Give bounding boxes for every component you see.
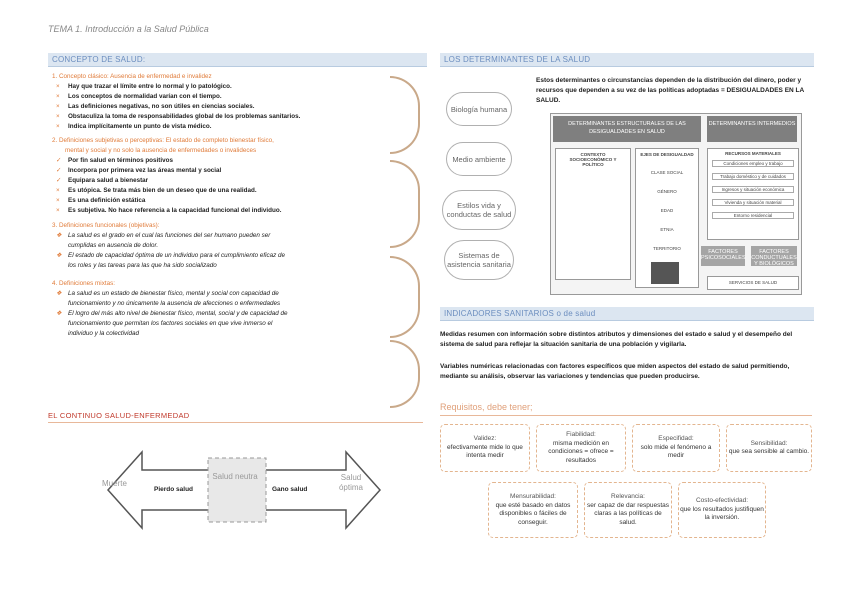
list-item: ✓ Equipara salud a bienestar [56,177,149,184]
list-item: individuo y la colectividad [68,330,140,337]
muerte-label: Muerte [102,479,127,488]
arc-decoration [390,256,420,338]
conductuales-box: FACTORES CONDUCTUALES Y BIOLÓGICOS [751,246,797,266]
doc-title: TEMA 1. Introducción a la Salud Pública [48,24,209,34]
list-item: ❖ La salud es el grado en el cual las funciones del ser humano pueden ser [56,232,271,239]
section-heading: mental y social y no solo la ausencia de enfermedades o invalideces [65,147,257,154]
list-item: ✓ Por fin salud en términos positivos [56,157,173,164]
section-heading: 3. Definiciones funcionales (objetivas): [52,222,160,229]
req-fiabilidad: Fiabilidad: misma medición en condiciones = ofrece = resultados [536,424,626,472]
section-heading: 2. Definiciones subjetivas o perceptivas: El estado de completo bienestar físico, [52,137,274,144]
section-heading: 4. Definiciones mixtas: [52,280,115,287]
optima-label: Salud óptima [338,473,363,492]
list-item: × Obstaculiza la toma de responsabilidades global de los problemas sanitarios. [56,113,301,120]
determinantes-text: Estos determinantes o circunstancias dependen de la distribución del dinero, poder y recursos que dependen a su vez de las políticas adoptadas = DESIGUALDADES EN LA SALUD. [536,77,804,104]
arc-decoration [390,160,420,248]
list-item: ❖ El logro del más alto nivel de bienestar físico, mental, social y de capacidad de [56,310,288,317]
recursos-box: RECURSOS MATERIALES Condiciones empleo y trabajo Trabajo doméstico y de cuidados Ingresos y situación económica Vivienda y situación material Entorno residencial [707,148,799,240]
arc-decoration [390,340,420,408]
req-mensurabilidad: Mensurabilidad: que esté basado en datos disponibles o fáciles de conseguir. [488,482,578,538]
req-costo-efectividad: Costo-efectividad: que los resultados justifiquen la inversión. [678,482,766,538]
list-item: × Es subjetiva. No hace referencia a la capacidad funcional del individuo. [56,207,282,214]
list-item: funcionamiento y no únicamente la ausencia de afecciones o enfermedades [68,300,281,307]
dark-block [651,262,679,284]
arc-decoration [390,76,420,154]
concepto-header: CONCEPTO DE SALUD: [48,53,427,67]
determinants-diagram [550,113,802,295]
inter-title: DETERMINANTES INTERMEDIOS [707,116,797,142]
list-item: × Indica implícitamente un punto de vista médico. [56,123,212,130]
struct-title: DETERMINANTES ESTRUCTURALES DE LAS DESIGUALDADES EN SALUD [553,116,701,142]
list-item: ✓ Incorpora por primera vez las áreas mental y social [56,167,222,174]
list-item: cumplidas en ausencia de dolor. [68,242,159,249]
factores-box: FACTORES PSICOSOCIALES [701,246,745,266]
divider [48,422,423,423]
cloud-sistemas: Sistemas de asistencia sanitaria [444,240,514,280]
list-item: × Es utópica. Se trata más bien de un deseo que de una realidad. [56,187,257,194]
list-item: × Las definiciones negativas, no son útiles en ciencias sociales. [56,103,255,110]
list-item: × Los conceptos de normalidad varían con el tiempo. [56,93,222,100]
indicadores-p1: Medidas resumen con información sobre distintos atributos y dimensiones del estado e salud y el desempeño del sistema de salud para reflejar la situación sanitaria de una población y vigilarla. [440,331,793,348]
servicios-box: SERVICIOS DE SALUD [707,276,799,290]
indicadores-header: INDICADORES SANITARIOS o de salud [440,307,814,321]
pierdo-label: Pierdo salud [154,486,194,493]
neutra-label: Salud neutra [212,472,258,481]
list-item: ❖ El estado de capacidad óptima de un individuo para el cumplimiento eficaz de [56,252,286,259]
list-item: ❖ La salud es un estado de bienestar físico, mental y social con capacidad de [56,290,279,297]
cloud-estilos: Estilos vida y conductas de salud [442,190,516,230]
requisitos-title: Requisitos, debe tener; [440,402,533,412]
list-item: × Es una definición estática [56,197,146,204]
req-sensibilidad: Sensibilidad: que sea sensible al cambio. [726,424,812,472]
req-especifidad: Especifidad: solo mide el fenómeno a medir [632,424,720,472]
gano-label: Gano salud [272,486,308,493]
list-item: funcionamiento que permitan los factores sociales en que vive inmerso el [68,320,273,327]
continuo-title: EL CONTINUO SALUD-ENFERMEDAD [48,411,190,420]
cloud-medio: Medio ambiente [446,142,512,176]
concepto-list [52,72,392,339]
list-item: los roles y las tareas para las que ha sido socializado [68,262,217,269]
req-relevancia: Relevancia: ser capaz de dar respuestas claras a las políticas de salud. [584,482,672,538]
req-validez: Validez: efectivamente mide lo que intenta medir [440,424,530,472]
indicadores-p2: Variables numéricas relacionadas con factores específicos que miden aspectos del estado de salud permitiendo, mediante su análisis, observar las variaciones y tendencias que pueden producirse. [440,363,790,380]
divider [440,415,812,416]
list-item: × Hay que trazar el límite entre lo normal y lo patológico. [56,83,232,90]
cloud-biologia: Biología humana [446,92,512,126]
determinantes-header: LOS DETERMINANTES DE LA SALUD [440,53,814,67]
ejes-box: EJES DE DESIGUALDAD CLASE SOCIAL GÉNERO EDAD ETNIA TERRITORIO [635,148,699,288]
contexto-box: CONTEXTO SOCIOECONÓMICO Y POLÍTICO [555,148,631,280]
section-heading: 1. Concepto clásico: Ausencia de enfermedad e invalidez [52,73,212,80]
